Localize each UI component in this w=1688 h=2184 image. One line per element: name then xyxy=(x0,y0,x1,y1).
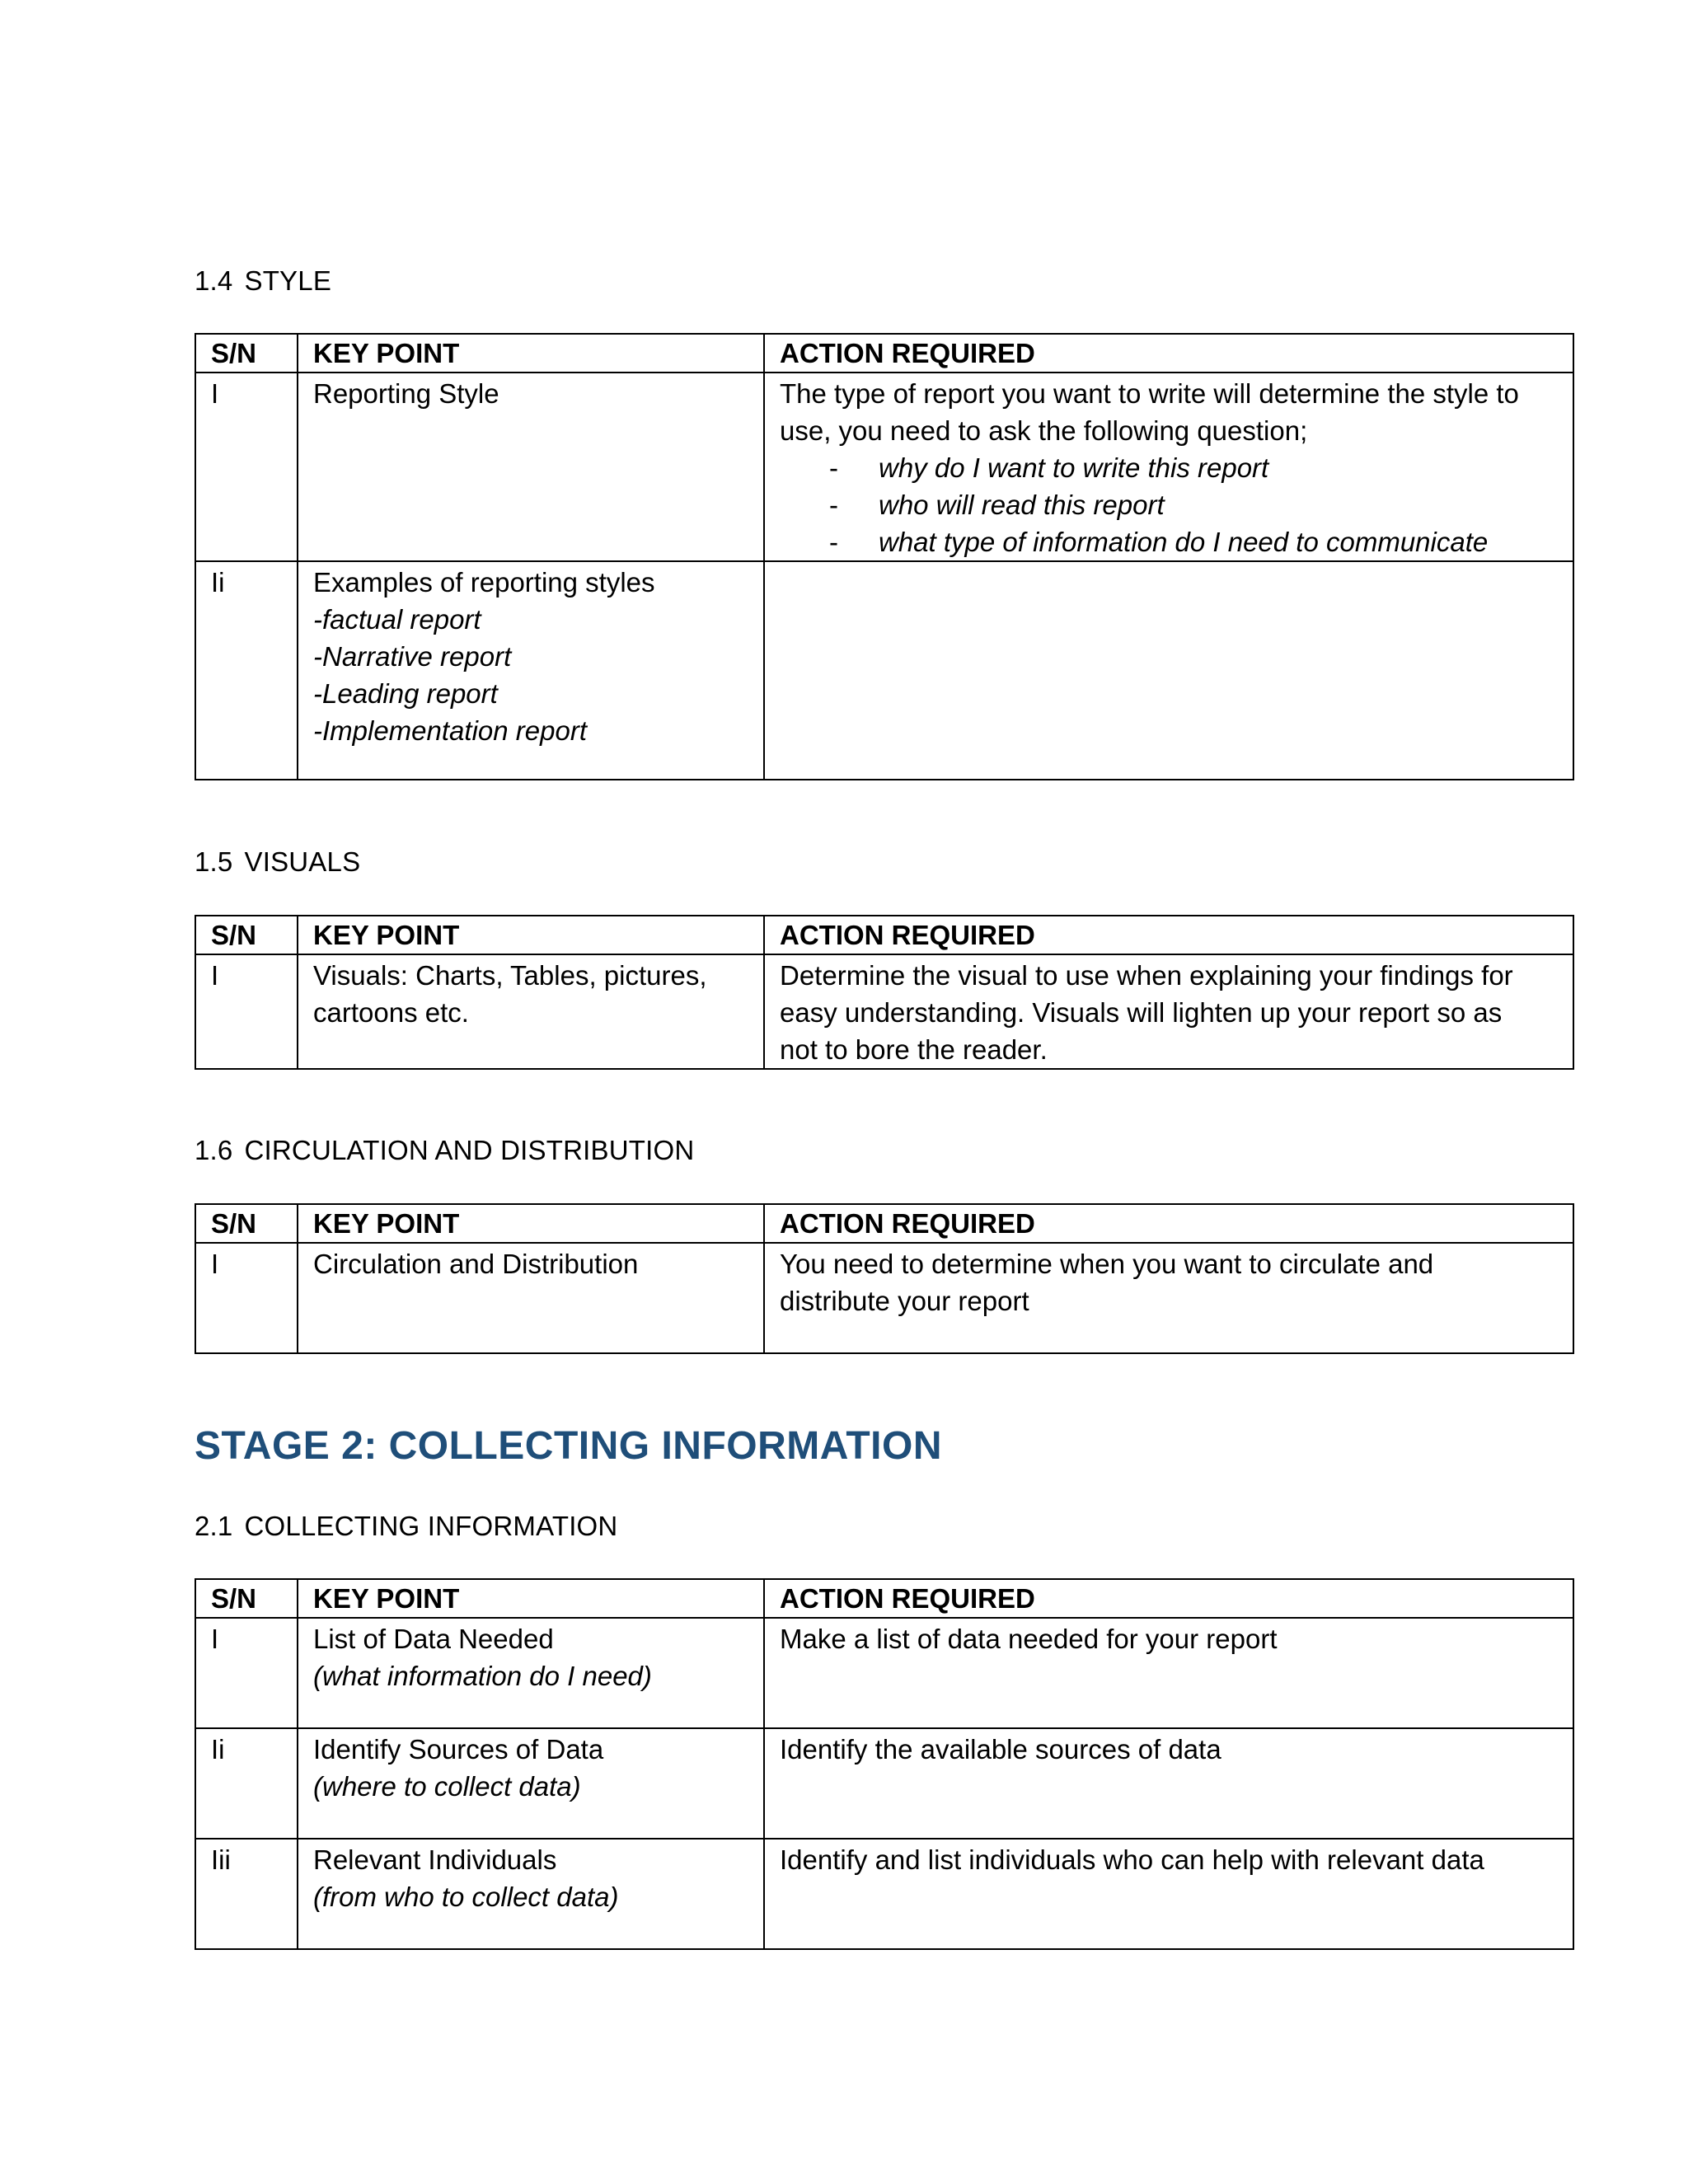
section-title-collecting: 2.1 COLLECTING INFORMATION xyxy=(195,1511,618,1541)
table-row xyxy=(195,1243,1573,1353)
header-key-point: KEY POINT xyxy=(298,1204,764,1243)
cell-action-required: You need to determine when you want to circulate and distribute your report xyxy=(764,1243,1573,1353)
header-sn: S/N xyxy=(195,916,298,954)
cell-key-point: Circulation and Distribution xyxy=(298,1243,764,1353)
header-action-required: ACTION REQUIRED xyxy=(764,916,1573,954)
table-header-row xyxy=(195,334,1573,373)
table-header-row xyxy=(195,1204,1573,1243)
cell-key-point: List of Data Needed (what information do I need) xyxy=(298,1618,764,1728)
section-title-circulation: 1.6 CIRCULATION AND DISTRIBUTION xyxy=(195,1135,695,1165)
cell-sn: I xyxy=(195,1243,298,1353)
visuals-table xyxy=(195,915,1574,1070)
cell-action-required: The type of report you want to write will determine the style to use, you need to ask the following question; - why do I want to write this report - who will read this report - what type of information do I need to communicate xyxy=(764,373,1573,561)
header-key-point: KEY POINT xyxy=(298,1579,764,1618)
table-row xyxy=(195,561,1573,780)
list-item: - why do I want to write this report xyxy=(780,449,1558,486)
list-item: - who will read this report xyxy=(780,486,1558,523)
header-action-required: ACTION REQUIRED xyxy=(764,1579,1573,1618)
cell-sn: I xyxy=(195,373,298,561)
header-action-required: ACTION REQUIRED xyxy=(764,1204,1573,1243)
section-title-visuals: 1.5 VISUALS xyxy=(195,846,361,877)
section-title-style: 1.4 STYLE xyxy=(195,265,332,296)
question-list xyxy=(780,449,1558,560)
cell-sn: I xyxy=(195,1618,298,1728)
table-row xyxy=(195,1839,1573,1949)
cell-key-point: Examples of reporting styles -factual report -Narrative report -Leading report -Implementation report xyxy=(298,561,764,780)
cell-key-point: Reporting Style xyxy=(298,373,764,561)
style-table xyxy=(195,333,1574,780)
cell-key-point: Visuals: Charts, Tables, pictures, cartoons etc. xyxy=(298,954,764,1069)
header-action-required: ACTION REQUIRED xyxy=(764,334,1573,373)
header-key-point: KEY POINT xyxy=(298,916,764,954)
cell-action-required xyxy=(764,561,1573,780)
stage-heading: STAGE 2: COLLECTING INFORMATION xyxy=(195,1424,943,1468)
cell-sn: Ii xyxy=(195,1728,298,1839)
cell-action-required: Make a list of data needed for your report xyxy=(764,1618,1573,1728)
cell-key-point: Relevant Individuals (from who to collect data) xyxy=(298,1839,764,1949)
cell-action-required: Identify the available sources of data xyxy=(764,1728,1573,1839)
header-sn: S/N xyxy=(195,1579,298,1618)
cell-key-point: Identify Sources of Data (where to collect data) xyxy=(298,1728,764,1839)
collecting-table xyxy=(195,1578,1574,1950)
list-item: - what type of information do I need to communicate xyxy=(780,523,1558,560)
table-row xyxy=(195,1618,1573,1728)
table-header-row xyxy=(195,1579,1573,1618)
cell-sn: Iii xyxy=(195,1839,298,1949)
cell-action-required: Determine the visual to use when explaining your findings for easy understanding. Visuals will lighten up your report so as not to bore the reader. xyxy=(764,954,1573,1069)
header-sn: S/N xyxy=(195,1204,298,1243)
header-key-point: KEY POINT xyxy=(298,334,764,373)
circulation-table xyxy=(195,1203,1574,1354)
cell-action-required: Identify and list individuals who can help with relevant data xyxy=(764,1839,1573,1949)
cell-sn: Ii xyxy=(195,561,298,780)
table-header-row xyxy=(195,916,1573,954)
table-row xyxy=(195,1728,1573,1839)
table-row xyxy=(195,954,1573,1069)
cell-sn: I xyxy=(195,954,298,1069)
table-row xyxy=(195,373,1573,561)
header-sn: S/N xyxy=(195,334,298,373)
